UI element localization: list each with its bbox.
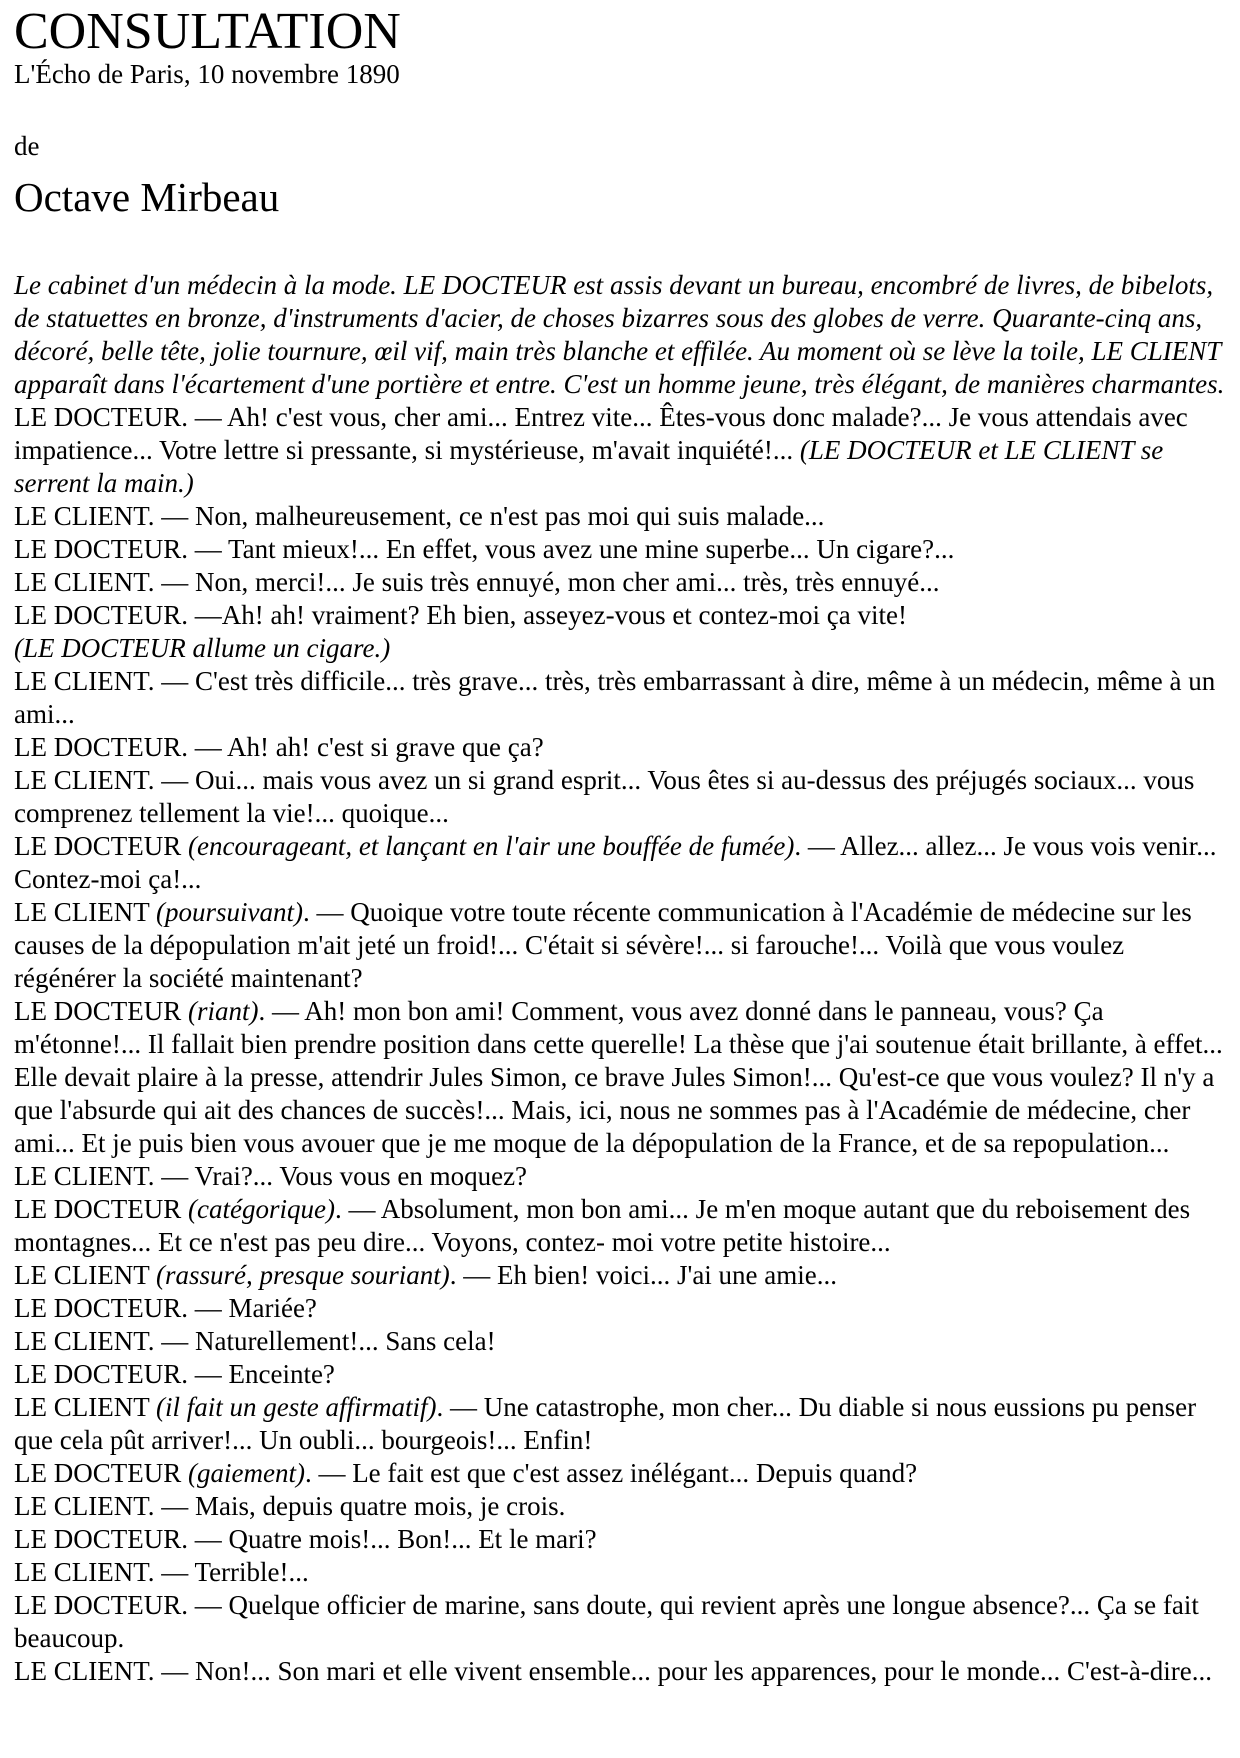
speech [14,1391,1226,1457]
speech-text: LE DOCTEUR. —Ah! ah! vraiment? Eh bien, asseyez-vous et contez-moi ça vite! [14,600,907,630]
stage-direction: (il fait un geste affirmatif) [155,1392,437,1422]
speech-text: LE CLIENT. — Oui... mais vous avez un si grand esprit... Vous êtes si au-dessus des préjugés sociaux... vous comprenez tellement la vie!... quoique... [14,765,1195,828]
speech-text: LE CLIENT. — Naturellement!... Sans cela! [14,1326,496,1356]
speech [14,1160,1226,1193]
speech-text: LE DOCTEUR. — Quatre mois!... Bon!... Et le mari? [14,1524,597,1554]
stage-direction: (LE DOCTEUR allume un cigare.) [14,633,391,663]
speech-text: . — Une catastrophe, mon cher... Du diable si nous eussions pu penser que cela pût arriver!... Un oubli... bourgeois!... Enfin! [14,1392,1197,1455]
speech [14,1292,1226,1325]
speech [14,896,1226,995]
speech-text: LE CLIENT. — Non!... Son mari et elle vivent ensemble... pour les apparences, pour le monde... C'est-à-dire... [14,1656,1213,1686]
speech [14,1655,1226,1688]
speech-text: LE CLIENT. — Vrai?... Vous vous en moquez? [14,1161,528,1191]
speech [14,1490,1226,1523]
speech-text: LE CLIENT [14,897,156,927]
stage-direction: (LE DOCTEUR et LE CLIENT se serrent la main.) [14,435,1164,498]
stage-direction: (encourageant, et lançant en l'air une bouffée de fumée) [187,831,795,861]
speech [14,1457,1226,1490]
speech [14,1556,1226,1589]
speech-text: LE CLIENT. — C'est très difficile... très grave... très, très embarrassant à dire, même à un médecin, même à un ami... [14,666,1216,729]
speech [14,566,1226,599]
speech-text: LE DOCTEUR. — Ah! c'est vous, cher ami... Entrez vite... Êtes-vous donc malade?... Je vous attendais avec impatience... Votre lettre si pressante, si mystérieuse, m'avait inquiété!... [14,402,1188,465]
stage-setting: Le cabinet d'un médecin à la mode. LE DOCTEUR est assis devant un bureau, encombré de livres, de bibelots, de statuettes en bronze, d'instruments d'acier, de choses bizarres sous des globes de verre. Quarante-cinq ans, décoré, belle tête, jolie tournure, œil vif, main très blanche et effilée. Au moment où se lève la toile, LE CLIENT apparaît dans l'écartement d'une portière et entre. C'est un homme jeune, très élégant, de manières charmantes. [14,270,1225,399]
speech-text: . — Eh bien! voici... J'ai une amie... [449,1260,838,1290]
speech-text: LE DOCTEUR. — Mariée? [14,1293,317,1323]
speech-text: LE CLIENT [14,1260,156,1290]
speech-text: LE DOCTEUR [14,1194,188,1224]
speech [14,731,1226,764]
stage-direction: (poursuivant) [155,897,303,927]
speech-text: LE DOCTEUR [14,831,188,861]
speech [14,1193,1226,1259]
speech-text: LE DOCTEUR. — Enceinte? [14,1359,335,1389]
speech-text: . — Quoique votre toute récente communication à l'Académie de médecine sur les causes de la dépopulation m'ait jeté un froid!... C'était si sévère!... si farouche!... Voilà que vous voulez régénérer la société maintenant? [14,897,1192,993]
speech-text: LE CLIENT. — Terrible!... [14,1557,309,1587]
dialogue [14,401,1226,1688]
speech-text: . — Absolument, mon bon ami... Je m'en moque autant que du reboisement des montagnes... Et ce n'est pas peu dire... Voyons, contez- moi votre petite histoire... [14,1194,1191,1257]
speech-text: LE CLIENT. — Mais, depuis quatre mois, je crois. [14,1491,566,1521]
speech-text: LE CLIENT. — Non, merci!... Je suis très ennuyé, mon cher ami... très, très ennuyé... [14,567,940,597]
speech [14,632,1226,665]
speech-text: LE CLIENT [14,1392,156,1422]
speech [14,764,1226,830]
speech [14,533,1226,566]
author-name: Octave Mirbeau [14,174,280,220]
speech [14,500,1226,533]
stage-direction: (catégorique) [187,1194,335,1224]
publication-line: L'Écho de Paris, 10 novembre 1890 [14,59,400,89]
speech-text: . — Ah! mon bon ami! Comment, vous avez donné dans le panneau, vous? Ça m'étonne!... Il fallait bien prendre position dans cette querelle! La thèse que j'ai soutenue était brillante, à effet... Elle devait plaire à la presse, attendrir Jules Simon, ce brave Jules Simon!... Qu'est-ce que vous voulez? Il n'y a que l'absurde qui ait des chances de succès!... Mais, ici, nous ne sommes pas à l'Académie de médecine, cher ami... Et je puis bien vous avouer que je me moque de la dépopulation de la France, et de sa repopulation... [14,996,1223,1158]
document [14,3,1226,1688]
speech [14,1325,1226,1358]
speech-text: LE DOCTEUR [14,996,188,1026]
speech [14,1589,1226,1655]
stage-direction: (gaiement) [187,1458,305,1488]
speech [14,1259,1226,1292]
byline: de [14,131,40,161]
speech-text: LE DOCTEUR. — Quelque officier de marine, sans doute, qui revient après une longue absence?... Ça se fait beaucoup. [14,1590,1199,1653]
speech [14,1358,1226,1391]
speech [14,599,1226,632]
speech-text: . — Le fait est que c'est assez inélégant... Depuis quand? [304,1458,918,1488]
speech [14,830,1226,896]
stage-direction: (riant) [187,996,259,1026]
speech-text: LE DOCTEUR. — Ah! ah! c'est si grave que ça? [14,732,544,762]
speech-text: LE DOCTEUR. — Tant mieux!... En effet, vous avez une mine superbe... Un cigare?... [14,534,955,564]
speech-text: LE DOCTEUR [14,1458,188,1488]
page-title: CONSULTATION [14,3,401,60]
stage-direction: (rassuré, presque souriant) [155,1260,450,1290]
speech [14,665,1226,731]
speech [14,1523,1226,1556]
speech [14,995,1226,1160]
speech-text: LE CLIENT. — Non, malheureusement, ce n'est pas moi qui suis malade... [14,501,825,531]
speech-text: . — Allez... allez... Je vous vois venir... Contez-moi ça!... [14,831,1217,894]
speech [14,401,1226,500]
